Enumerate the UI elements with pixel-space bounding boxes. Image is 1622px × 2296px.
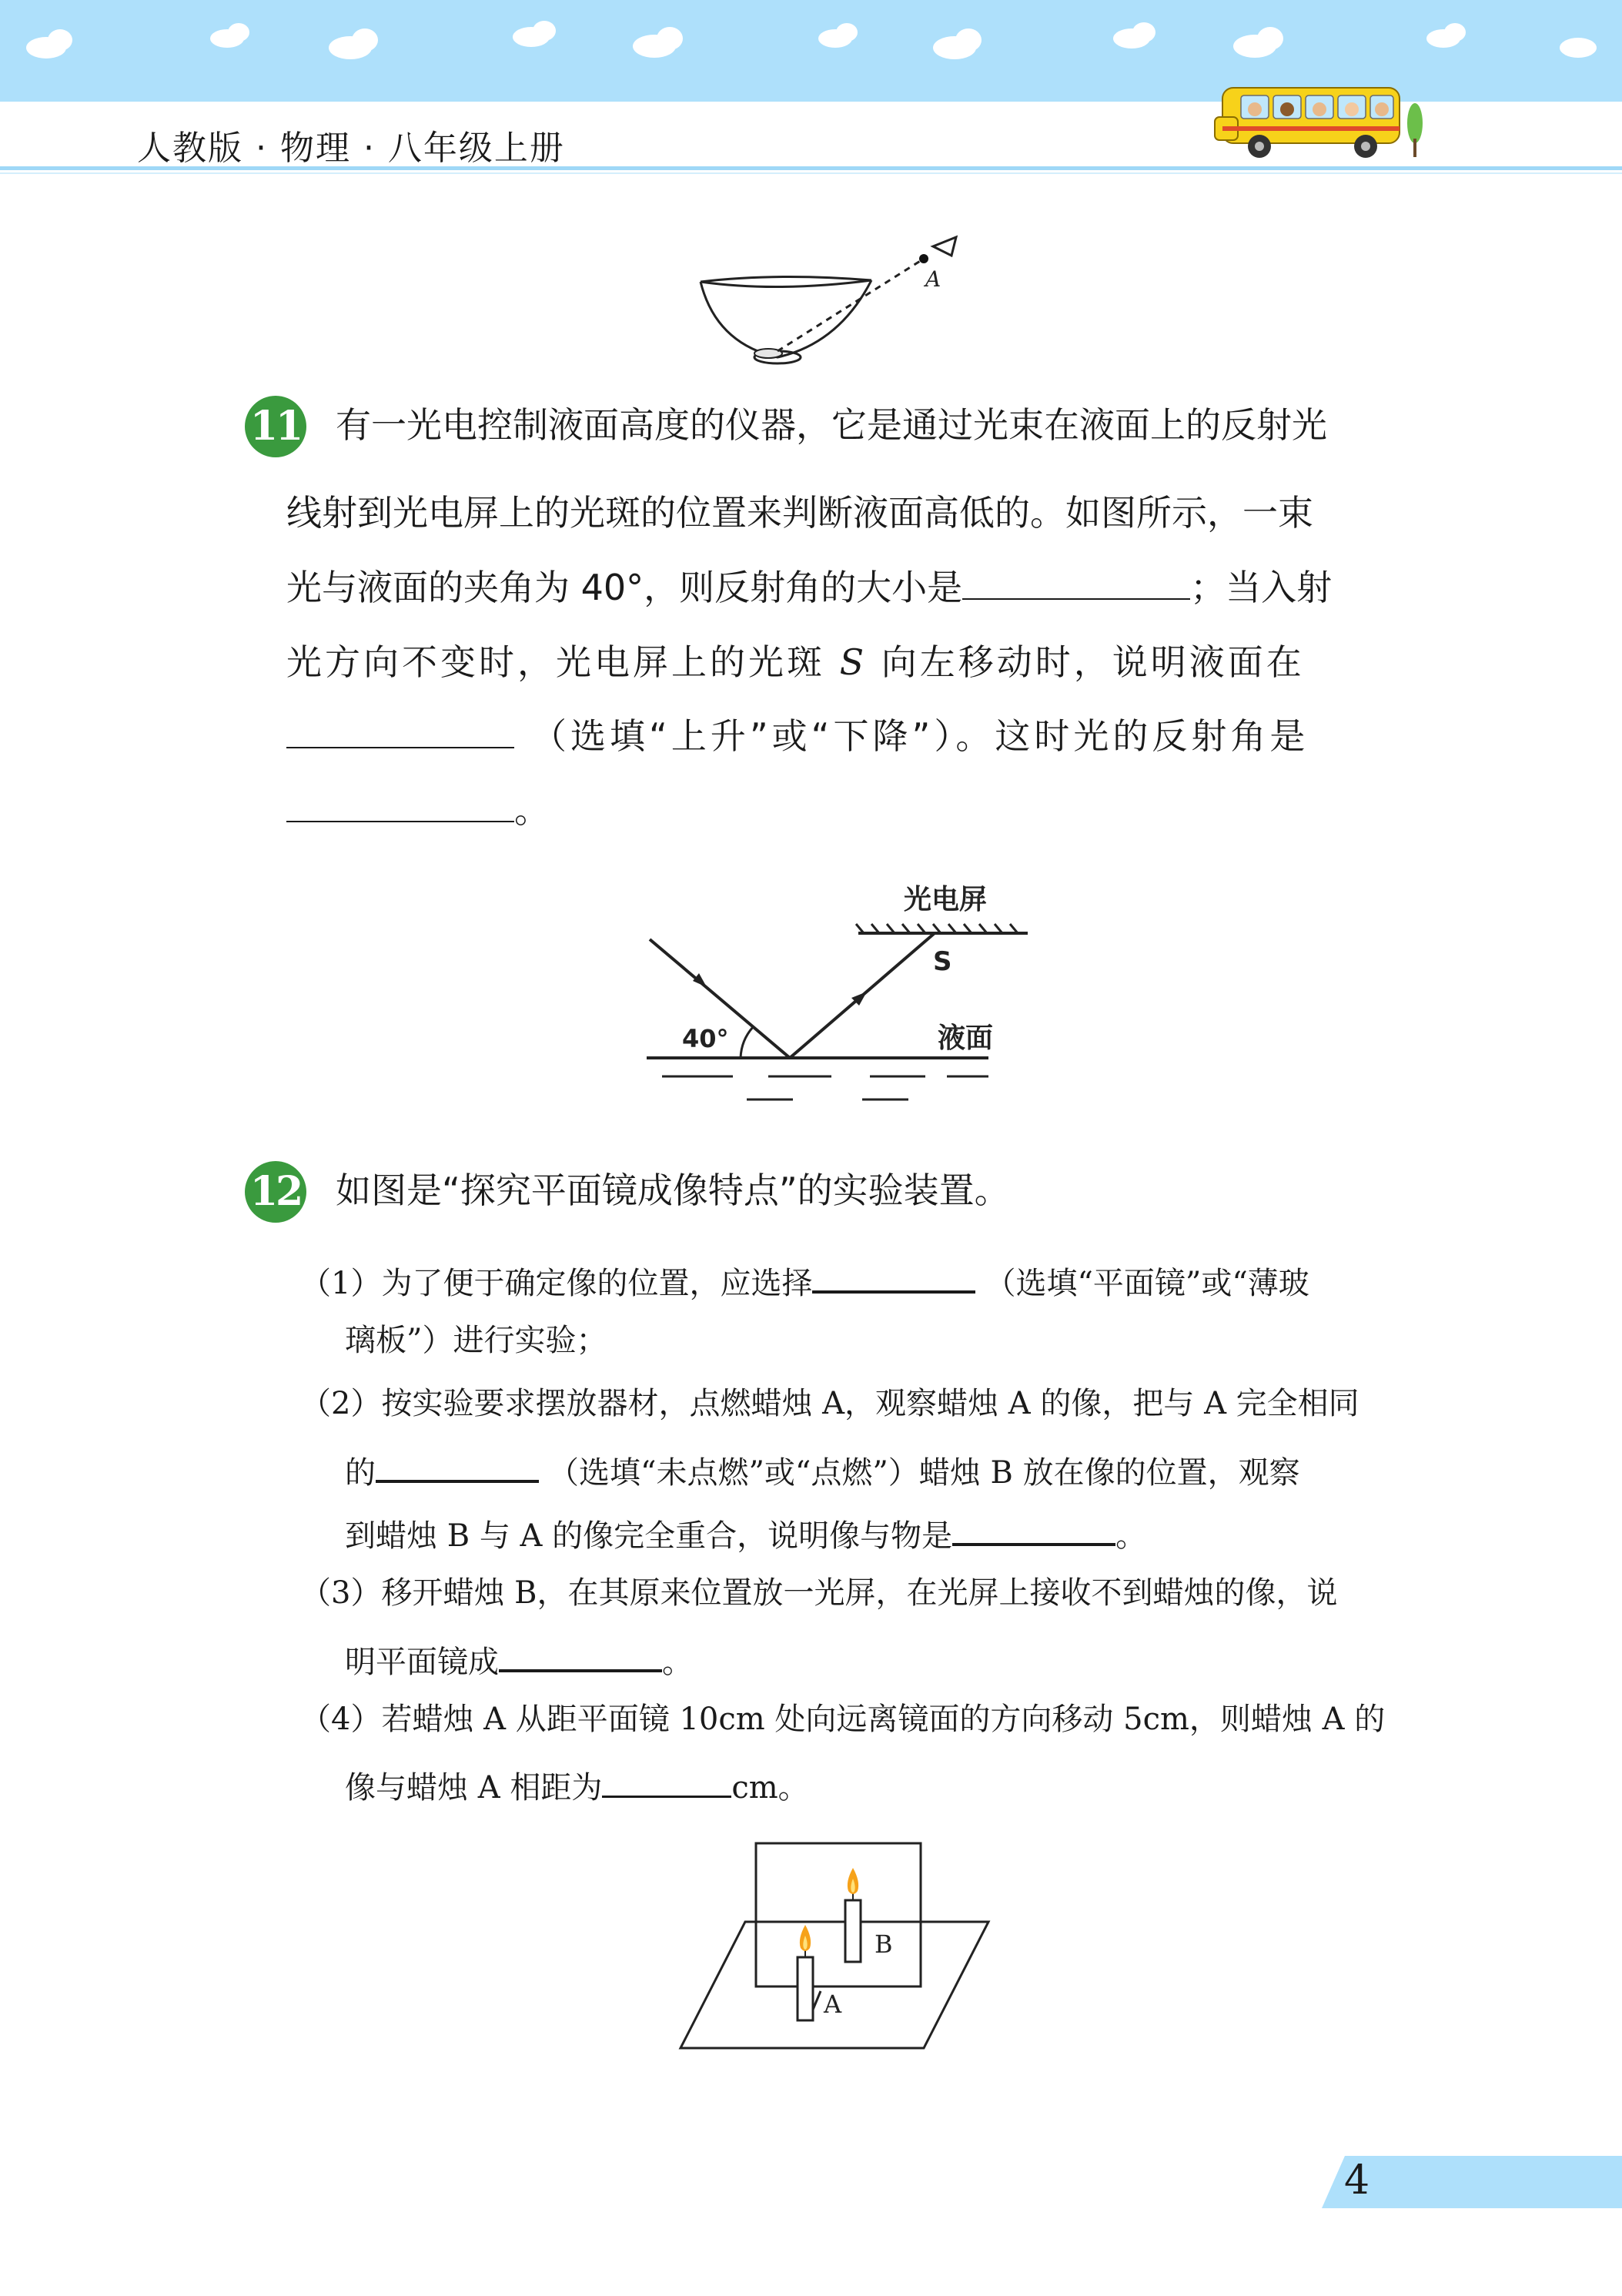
answer-blank-size-relation[interactable] xyxy=(952,1509,1115,1546)
mirror-candle-figure xyxy=(677,1840,1001,2056)
q12-p1-tail: （选填“平面镜”或“薄玻 xyxy=(985,1266,1309,1301)
school-bus-icon xyxy=(1207,77,1430,169)
q11-line-4-tail: 向左移动时，说明液面在 xyxy=(867,641,1305,683)
q12-p4-c: cm。 xyxy=(731,1770,809,1806)
answer-blank-reflection-angle[interactable] xyxy=(962,564,1190,600)
answer-blank-distance[interactable] xyxy=(602,1762,731,1798)
answer-blank-candle-state[interactable] xyxy=(376,1446,539,1483)
q11-line-4-text: 光方向不变时，光电屏上的光斑 xyxy=(286,641,840,683)
answer-blank-mirror-choice[interactable] xyxy=(812,1257,975,1294)
screen-label: 光电屏 xyxy=(904,884,988,915)
reflection-figure xyxy=(639,876,1039,1107)
q11-line-5 xyxy=(286,713,1395,759)
q12-p3-c: 。 xyxy=(662,1645,693,1680)
answer-blank-liquid-level[interactable] xyxy=(286,713,514,748)
angle-label: 40° xyxy=(682,1024,729,1053)
q12-p3-b: 明平面镜成 xyxy=(345,1645,499,1680)
candle-a-label: A xyxy=(824,1990,842,2019)
q11-line-5-text: （选填“上升”或“下降”）。这时光的反射角是 xyxy=(531,715,1309,757)
question-11-number: 11 xyxy=(245,396,306,457)
q11-line-6-text: 。 xyxy=(514,789,550,831)
q11-line-6 xyxy=(286,787,1395,833)
bowl-label-a: A xyxy=(925,266,941,292)
q11-line-1: 有一光电控制液面高度的仪器，它是通过光束在液面上的反射光 xyxy=(336,404,1327,446)
q12-p2-e: 。 xyxy=(1115,1518,1147,1554)
q12-part-4-line-2 xyxy=(345,1762,809,1809)
q11-line-4 xyxy=(286,639,1395,685)
q12-part-3-line-1: （3）移开蜡烛 B，在其原来位置放一光屏，在光屏上接收不到蜡烛的像，说 xyxy=(300,1575,1338,1611)
q12-part-3-line-2 xyxy=(345,1635,693,1683)
q11-var-s: S xyxy=(839,641,868,683)
book-title: 人教版 · 物理 · 八年级上册 xyxy=(137,129,565,168)
q12-part-4-line-1: （4）若蜡烛 A 从距平面镜 10cm 处向远离镜面的方向移动 5cm，则蜡烛 A 的 xyxy=(300,1702,1386,1737)
q12-p4-b: 像与蜡烛 A 相距为 xyxy=(345,1770,603,1806)
q12-part-2-line-2 xyxy=(345,1446,1300,1494)
liquid-label: 液面 xyxy=(938,1022,994,1054)
q11-line-2: 线射到光电屏上的光斑的位置来判断液面高低的。如图所示，一束 xyxy=(286,492,1313,534)
spot-s-label: S xyxy=(933,946,952,977)
q12-title: 如图是“探究平面镜成像特点”的实验装置。 xyxy=(336,1170,1010,1211)
q11-line-3-tail: ；当入射 xyxy=(1190,567,1333,608)
candle-b-label: B xyxy=(875,1930,893,1959)
q12-part-1-line-1 xyxy=(300,1257,1309,1304)
question-12-number: 12 xyxy=(245,1161,306,1223)
header-divider-thin xyxy=(0,172,1622,174)
q12-part-1-line-2: 璃板”）进行实验； xyxy=(345,1323,607,1358)
q11-line-3-text: 光与液面的夹角为 40°，则反射角的大小是 xyxy=(286,567,963,608)
bowl-figure xyxy=(693,228,970,374)
q12-p2-d: 到蜡烛 B 与 A 的像完全重合，说明像与物是 xyxy=(345,1518,953,1554)
q12-p2-c: （选填“未点燃”或“点燃”）蜡烛 B 放在像的位置，观察 xyxy=(548,1455,1300,1491)
q12-p1-text: （1）为了便于确定像的位置，应选择 xyxy=(300,1266,813,1301)
q12-part-2-line-1: （2）按实验要求摆放器材，点燃蜡烛 A，观察蜡烛 A 的像，把与 A 完全相同 xyxy=(300,1386,1359,1421)
page-number: 4 xyxy=(1344,2157,1370,2204)
q11-line-3 xyxy=(286,564,1395,611)
answer-blank-image-type[interactable] xyxy=(499,1635,662,1672)
q12-part-2-line-3 xyxy=(345,1509,1146,1557)
answer-blank-new-reflection-angle[interactable] xyxy=(286,787,514,822)
q12-p2-b: 的 xyxy=(345,1455,376,1491)
